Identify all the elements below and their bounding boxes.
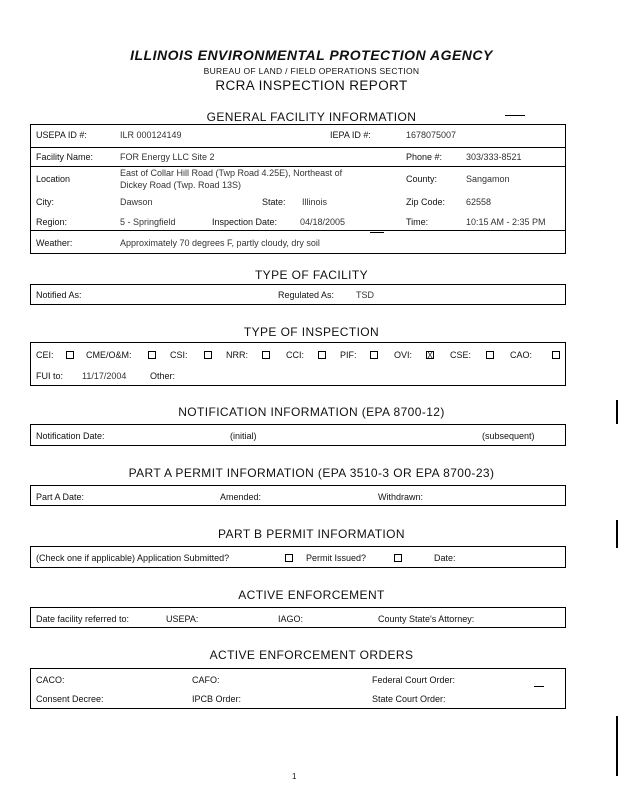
city-label: City: — [36, 197, 54, 207]
facility-type-title: TYPE OF FACILITY — [254, 268, 369, 282]
orders-title: ACTIVE ENFORCEMENT ORDERS — [209, 648, 414, 662]
usepa-id-label: USEPA ID #: — [36, 130, 87, 140]
inspection-date-value: 04/18/2005 — [300, 217, 346, 227]
time-label: Time: — [406, 217, 429, 227]
part-b-title: PART B PERMIT INFORMATION — [218, 527, 405, 541]
location-line2: Dickey Road (Twp. Road 13S) — [120, 180, 242, 190]
inspection-type-label: CAO: — [510, 350, 533, 360]
phone-label: Phone #: — [406, 152, 443, 162]
part-a-title: PART A PERMIT INFORMATION (EPA 3510-3 OR EPA 8700-23) — [128, 466, 495, 480]
inspection-type-title: TYPE OF INSPECTION — [243, 325, 380, 339]
notification-date-label: Notification Date: — [36, 431, 105, 441]
county-attorney-label: County State's Attorney: — [378, 614, 475, 624]
divider — [31, 147, 565, 148]
facility-name-label: Facility Name: — [36, 152, 94, 162]
referred-label: Date facility referred to: — [36, 614, 130, 624]
city-value: Dawson — [120, 197, 153, 207]
state-label: State: — [262, 197, 286, 207]
weather-value: Approximately 70 degrees F, partly cloudy, dry soil — [120, 238, 320, 248]
state-value: Illinois — [302, 197, 328, 207]
notified-as-label: Notified As: — [36, 290, 82, 300]
consent-decree-label: Consent Decree: — [36, 694, 104, 704]
inspection-type-checkbox[interactable]: X — [427, 351, 433, 360]
page-number: 1 — [292, 772, 297, 781]
county-label: County: — [406, 174, 438, 184]
general-section-title: GENERAL FACILITY INFORMATION — [206, 110, 417, 124]
scan-mark — [505, 115, 525, 116]
part-a-box — [30, 485, 566, 506]
fui-value: 11/17/2004 — [82, 371, 127, 381]
phone-value: 303/333-8521 — [466, 152, 522, 162]
cafo-label: CAFO: — [192, 675, 220, 685]
regulated-as-label: Regulated As: — [278, 290, 335, 300]
application-submitted-label: (Check one if applicable) Application Submitted? — [36, 553, 230, 563]
inspection-type-checkbox[interactable] — [370, 351, 378, 359]
weather-label: Weather: — [36, 238, 73, 248]
report-title: RCRA INSPECTION REPORT — [215, 78, 408, 93]
iago-label: IAGO: — [278, 614, 304, 624]
inspection-type-label: CEI: — [36, 350, 54, 360]
subsequent-label: (subsequent) — [482, 431, 535, 441]
regulated-as-value: TSD — [356, 290, 374, 300]
general-info-box — [30, 124, 566, 254]
state-court-label: State Court Order: — [372, 694, 446, 704]
zip-label: Zip Code: — [406, 197, 446, 207]
scan-mark — [370, 232, 384, 233]
scan-mark — [616, 520, 618, 548]
inspection-type-checkbox[interactable] — [486, 351, 494, 359]
orders-box — [30, 668, 566, 709]
initial-label: (initial) — [230, 431, 257, 441]
divider — [31, 230, 565, 231]
iepa-id-label: IEPA ID #: — [330, 130, 371, 140]
inspection-type-checkbox[interactable] — [148, 351, 156, 359]
permit-issued-label: Permit Issued? — [306, 553, 367, 563]
part-a-date-label: Part A Date: — [36, 492, 85, 502]
usepa-label: USEPA: — [166, 614, 199, 624]
bureau-subtitle: BUREAU OF LAND / FIELD OPERATIONS SECTION — [203, 66, 420, 76]
usepa-id-value: ILR 000124149 — [120, 130, 182, 140]
application-submitted-checkbox[interactable] — [285, 554, 293, 562]
inspection-type-label: CCI: — [286, 350, 304, 360]
scan-mark — [616, 400, 618, 424]
divider — [31, 166, 565, 167]
scan-mark — [534, 686, 544, 687]
inspection-type-label: CME/O&M: — [86, 350, 132, 360]
federal-court-label: Federal Court Order: — [372, 675, 456, 685]
notification-title: NOTIFICATION INFORMATION (EPA 8700-12) — [178, 405, 445, 419]
amended-label: Amended: — [220, 492, 262, 502]
fui-label: FUI to: — [36, 371, 64, 381]
iepa-id-value: 1678075007 — [406, 130, 457, 140]
inspection-type-label: CSI: — [170, 350, 188, 360]
withdrawn-label: Withdrawn: — [378, 492, 424, 502]
inspection-type-label: NRR: — [226, 350, 248, 360]
inspection-type-label: PIF: — [340, 350, 357, 360]
inspection-type-checkbox[interactable] — [204, 351, 212, 359]
county-value: Sangamon — [466, 174, 510, 184]
enforcement-title: ACTIVE ENFORCEMENT — [238, 588, 385, 602]
part-b-date-label: Date: — [434, 553, 456, 563]
inspection-type-checkbox[interactable] — [66, 351, 74, 359]
time-value: 10:15 AM - 2:35 PM — [466, 217, 546, 227]
region-label: Region: — [36, 217, 68, 227]
inspection-type-checkbox[interactable] — [552, 351, 560, 359]
agency-title: ILLINOIS ENVIRONMENTAL PROTECTION AGENCY — [130, 47, 493, 63]
inspection-date-label: Inspection Date: — [212, 217, 278, 227]
location-label: Location — [36, 174, 71, 184]
inspection-type-checkbox[interactable] — [262, 351, 270, 359]
inspection-type-checkbox[interactable] — [318, 351, 326, 359]
zip-value: 62558 — [466, 197, 492, 207]
facility-name-value: FOR Energy LLC Site 2 — [120, 152, 215, 162]
region-value: 5 - Springfield — [120, 217, 176, 227]
permit-issued-checkbox[interactable] — [394, 554, 402, 562]
inspection-type-label: CSE: — [450, 350, 472, 360]
scan-mark — [616, 716, 618, 776]
ipcb-order-label: IPCB Order: — [192, 694, 242, 704]
location-line1: East of Collar Hill Road (Twp Road 4.25E), Northeast of — [120, 168, 343, 178]
inspection-type-label: OVI: — [394, 350, 413, 360]
other-label: Other: — [150, 371, 176, 381]
caco-label: CACO: — [36, 675, 65, 685]
